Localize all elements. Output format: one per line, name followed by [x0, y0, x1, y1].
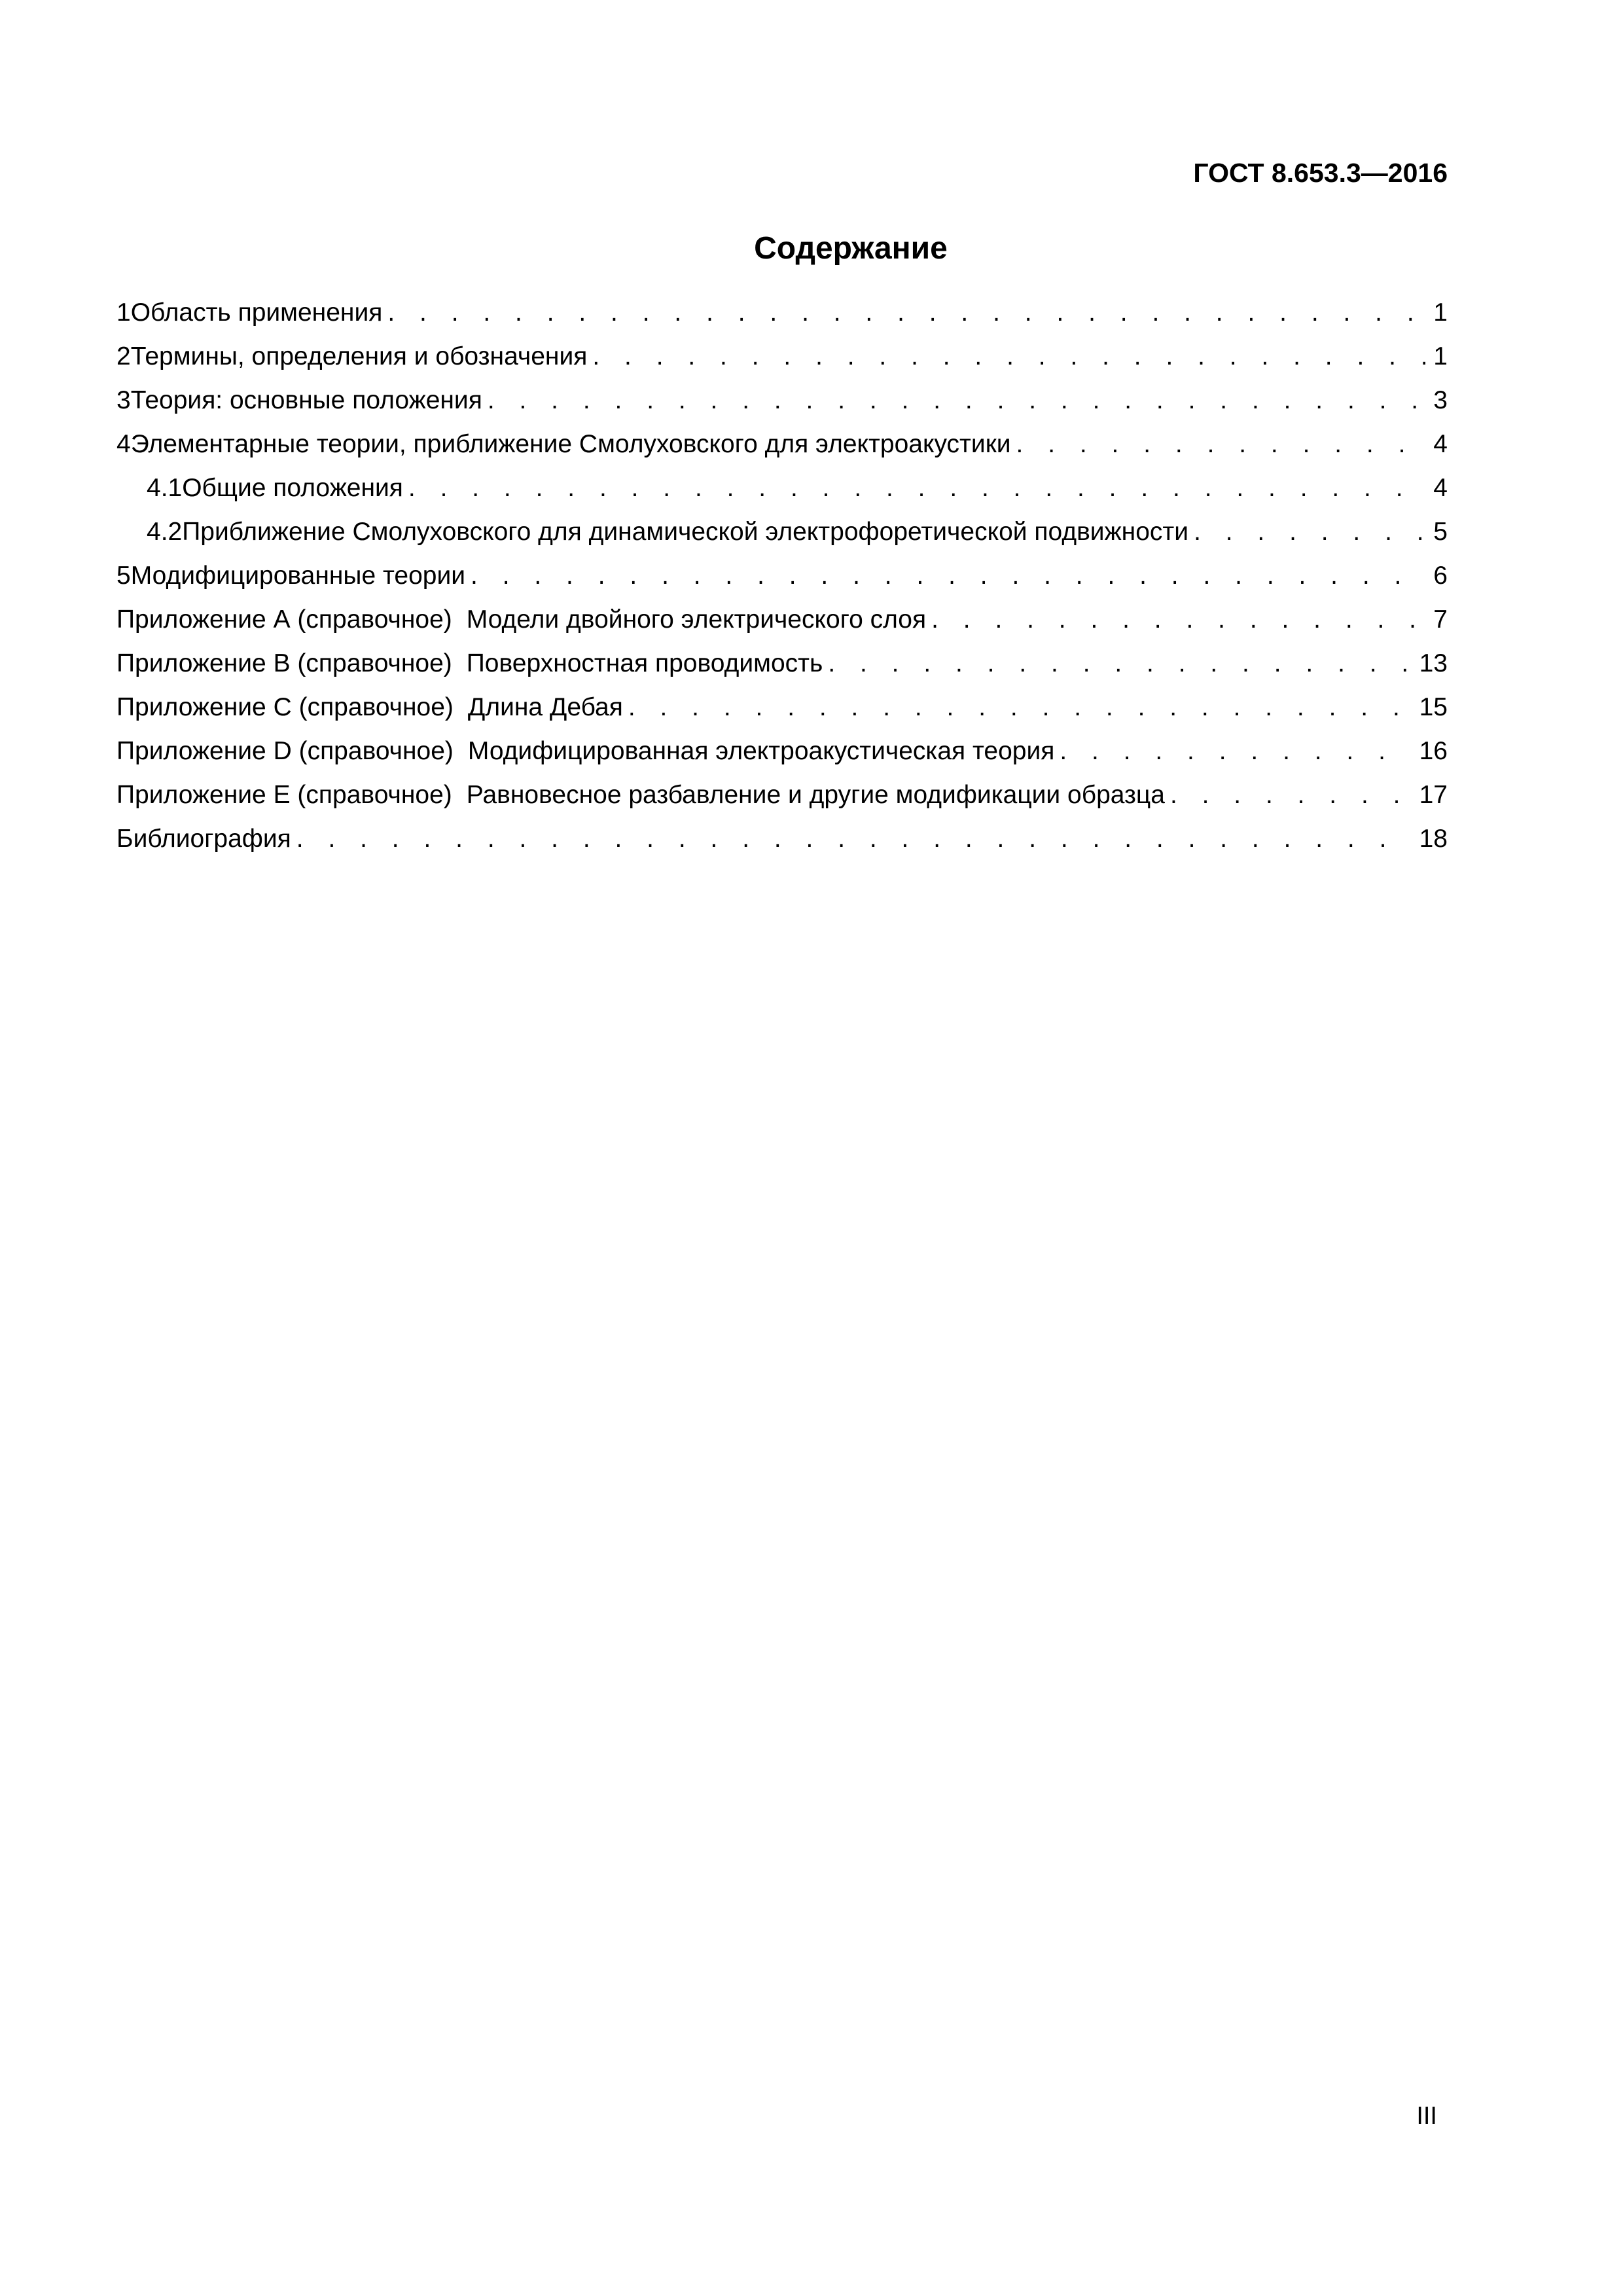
toc-annex-entry[interactable]: [116, 782, 1448, 826]
toc-entry-number: 2: [116, 342, 131, 370]
dot-leader: [1170, 782, 1412, 808]
page-number: III: [1416, 2102, 1437, 2130]
toc-entry-page: 6: [1433, 562, 1448, 590]
dot-leader: [1060, 738, 1411, 764]
toc-entry-page: 5: [1433, 518, 1448, 546]
toc-entry-number: 1: [116, 298, 131, 327]
toc-annex-entry[interactable]: [116, 694, 1448, 738]
toc-annex-entry[interactable]: [116, 738, 1448, 782]
toc-entry-title: Приближение Смолуховского для динамической электрофоретической подвижности: [182, 518, 1189, 546]
toc-entry-page: 1: [1433, 298, 1448, 327]
document-code: ГОСТ 8.653.3—2016: [1193, 158, 1448, 188]
toc-entry[interactable]: [116, 344, 1448, 387]
annex-label: Приложение D (справочное): [116, 737, 454, 765]
dot-leader: [471, 563, 1425, 588]
toc-entry-title: Модифицированные теории: [130, 562, 466, 590]
toc-entry-title: Область применения: [130, 298, 383, 327]
toc-title: Содержание: [754, 231, 948, 266]
toc-entry-page: 13: [1419, 649, 1448, 677]
toc-entry[interactable]: [116, 431, 1448, 475]
annex-label: Приложение В (справочное): [116, 649, 452, 677]
toc-entry-number: 4.2: [147, 518, 183, 546]
toc-entry-page: 7: [1433, 605, 1448, 634]
dot-leader: [387, 300, 1425, 325]
toc-entry-title: Термины, определения и обозначения: [130, 342, 588, 370]
toc-entry-number: 4.1: [147, 474, 183, 502]
toc-entry-page: 4: [1433, 430, 1448, 458]
toc-annex-entry[interactable]: [116, 651, 1448, 694]
toc-entry-title: Элементарные теории, приближение Смолуховского для электроакустики: [130, 430, 1011, 458]
annex-label: Приложение А (справочное): [116, 605, 452, 634]
table-of-contents: [116, 300, 1448, 870]
dot-leader: [828, 651, 1411, 676]
toc-entry[interactable]: [116, 563, 1448, 607]
toc-entry-page: 16: [1419, 737, 1448, 765]
toc-entry[interactable]: [116, 300, 1448, 344]
dot-leader: [592, 344, 1425, 369]
toc-entry-title: Библиография: [116, 825, 291, 853]
toc-subentry[interactable]: [116, 519, 1448, 563]
toc-entry-page: 17: [1419, 781, 1448, 809]
toc-entry-title: Равновесное разбавление и другие модификации образца: [466, 781, 1165, 809]
toc-entry-title: Длина Дебая: [467, 693, 623, 721]
dot-leader: [1194, 519, 1425, 545]
toc-entry-title: Модифицированная электроакустическая теория: [467, 737, 1055, 765]
toc-entry-number: 4: [116, 430, 131, 458]
toc-entry-title: Общие положения: [182, 474, 403, 502]
annex-label: Приложение С (справочное): [116, 693, 454, 721]
toc-entry-title: Поверхностная проводимость: [466, 649, 823, 677]
toc-annex-entry[interactable]: [116, 607, 1448, 651]
annex-label: Приложение Е (справочное): [116, 781, 452, 809]
dot-leader: [931, 607, 1425, 632]
toc-entry-title: Теория: основные положения: [130, 386, 482, 414]
toc-entry-page: 3: [1433, 386, 1448, 414]
dot-leader: [408, 475, 1425, 501]
dot-leader: [1016, 431, 1426, 457]
toc-entry[interactable]: [116, 387, 1448, 431]
toc-subentry[interactable]: [116, 475, 1448, 519]
toc-entry-bibliography[interactable]: [116, 826, 1448, 870]
toc-entry-page: 1: [1433, 342, 1448, 370]
toc-entry-number: 3: [116, 386, 131, 414]
toc-entry-page: 15: [1419, 693, 1448, 721]
toc-entry-page: 4: [1433, 474, 1448, 502]
toc-entry-page: 18: [1419, 825, 1448, 853]
dot-leader: [628, 694, 1412, 720]
toc-entry-number: 5: [116, 562, 131, 590]
dot-leader: [488, 387, 1425, 413]
dot-leader: [296, 826, 1412, 852]
toc-entry-title: Модели двойного электрического слоя: [466, 605, 927, 634]
